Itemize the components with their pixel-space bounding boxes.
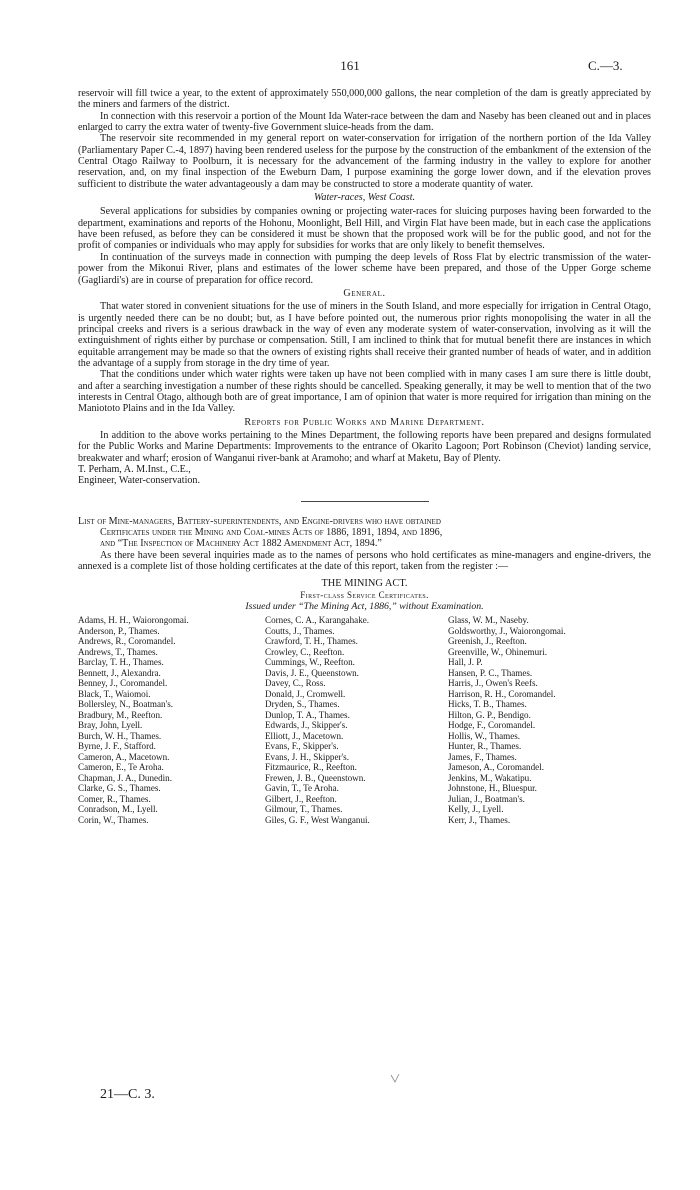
certificate-holder: Davey, C., Ross. — [265, 678, 326, 689]
certificate-holder: Bradbury, M., Reefton. — [78, 709, 163, 720]
certificate-holder: Kelly, J., Lyell. — [448, 804, 504, 815]
certificate-holder: Barclay, T. H., Thames. — [78, 657, 164, 668]
certificate-holder: Julian, J., Boatman's. — [448, 793, 525, 804]
certificate-holder: Frewen, J. B., Queenstown. — [265, 772, 366, 783]
act-title: THE MINING ACT. — [321, 578, 408, 590]
certificate-holder: Black, T., Waiomoi. — [78, 688, 151, 699]
certificate-holder: Conradson, M., Lyell. — [78, 804, 158, 815]
paragraph: In continuation of the surveys made in connection with pumping the deep levels of Ross Flat by electric transmission of the water-power from the Mikonui River, plans and estimates of the lower scheme have been prepared, and those of the Upper Gorge scheme (Gagliardi's) are in course of preparation for office record. — [78, 251, 651, 286]
certificate-holder: Hodge, F., Coromandel. — [448, 720, 536, 731]
section-heading-water-races: Water-races, West Coast. — [313, 192, 416, 204]
certificate-holder: Hall, J. P. — [448, 657, 483, 668]
document-reference: C.—3. — [588, 58, 623, 73]
page-body — [78, 88, 651, 825]
certificate-holder: Harris, J., Owen's Reefs. — [448, 678, 538, 689]
certificate-holder: Bennett, J., Alexandra. — [78, 667, 161, 678]
paragraph: The reservoir site recommended in my general report on water-conservation for irrigation of the northern portion of the Ida Valley (Parliamentary Paper C.-4, 1897) having been rendered useless for the purpose by the construction of the embankment of the extension of the Central Otago Railway to Poolburn, it is necessary for the advancement of the farming industry in the valley to explore for another reservation, and, on my final inspection of the Eweburn Dam, I purpose examining the gorge lower down, and if the elevation proves sufficient to distribute the water advantageously a dam may be constructed to store a moderate quantity of water. — [78, 133, 651, 190]
certificate-holder: Jameson, A., Coromandel. — [448, 762, 544, 773]
name-column — [448, 615, 648, 825]
issued-under-note: Issued under “The Mining Act, 1886,” without Examination. — [245, 601, 484, 613]
name-column — [78, 615, 265, 825]
certificate-holder: Davis, J. E., Queenstown. — [265, 667, 359, 678]
certificate-holder: Andrews, T., Thames. — [78, 646, 158, 657]
certificate-holder: Coutts, J., Thames. — [265, 625, 335, 636]
certificate-holder: Chapman, J. A., Dunedin. — [78, 772, 172, 783]
certificate-holder: Kerr, J., Thames. — [448, 814, 511, 825]
certificate-holder: Byrne, J. F., Stafford. — [78, 741, 156, 752]
certificate-holder: Cornes, C. A., Karangahake. — [265, 615, 370, 626]
certificate-holder: Gavin, T., Te Aroha. — [265, 783, 339, 794]
certificate-holder: Evans, F., Skipper's. — [265, 741, 339, 752]
certificate-holder: Corin, W., Thames. — [78, 814, 149, 825]
list-title-line: and “The Inspection of Machinery Act 1882 Amendment Act, 1894.” — [100, 538, 382, 550]
paragraph: Several applications for subsidies by companies owning or projecting water-races for sluicing purposes having been forwarded to the department, examinations and reports of the Hohonu, Moonlight, Bell Hill, and Virgin Flat have been made, but in each case the applications have been refused, as before they can be considered it must be shown that the proposed work will be for the public good, and not for the profit of companies or individuals who may apply for subsidies for works that are only likely to benefit themselves. — [78, 206, 651, 252]
signature-title: Engineer, Water-conservation. — [78, 475, 200, 487]
certificate-holder: Clarke, G. S., Thames. — [78, 783, 161, 794]
certificate-holder: Greenville, W., Ohinemuri. — [448, 646, 548, 657]
certificate-holder: Jenkins, M., Wakatipu. — [448, 772, 532, 783]
signature-name: T. Perham, A. M.Inst., C.E., — [78, 464, 191, 475]
divider — [301, 501, 429, 502]
certificate-holder: Hilton, G. P., Bendigo. — [448, 709, 531, 720]
section-heading-reports: Reports for Public Works and Marine Department. — [244, 416, 485, 428]
section-heading-general: General. — [343, 287, 386, 299]
list-title-line: List of Mine-managers, Battery-superintendents, and Engine-drivers who have obtained — [78, 515, 441, 527]
certificate-holders-list — [78, 615, 651, 825]
certificate-holder: Andrews, R., Coromandel. — [78, 636, 176, 647]
certificate-holder: Comer, R., Thames. — [78, 793, 151, 804]
certificate-holder: Edwards, J., Skipper's. — [265, 720, 348, 731]
certificate-holder: Hansen, P. C., Thames. — [448, 667, 533, 678]
paragraph: reservoir will fill twice a year, to the extent of approximately 550,000,000 gallons, the near completion of the dam is greatly appreciated by the miners and farmers of the district. — [78, 88, 651, 111]
paragraph: In addition to the above works pertaining to the Mines Department, the following reports have been prepared and designs formulated for the Public Works and Marine Departments: Improvements to the entrance of Okarito Lagoon; Port Robinson (Cheviot) landing service, breakwater and wharf; erosion of Wanganui river-bank at Aramoho; and wharf at Maketu, Bay of Plenty. — [78, 429, 651, 464]
certificate-holder: Dryden, S., Thames. — [265, 699, 340, 710]
certificate-holder: Cameron, A., Macetown. — [78, 751, 170, 762]
certificate-holder: James, F., Thames. — [448, 751, 517, 762]
certificate-holder: Harrison, R. H., Coromandel. — [448, 688, 556, 699]
certificate-subtitle: First-class Service Certificates. — [300, 589, 429, 600]
certificate-holder: Giles, G. F., West Wanganui. — [265, 814, 370, 825]
certificate-holder: Hunter, R., Thames. — [448, 741, 522, 752]
certificate-holder: Gilbert, J., Reefton. — [265, 793, 337, 804]
paragraph: That the conditions under which water rights were taken up have not been complied with in many cases I am sure there is little doubt, and after a searching investigation a number of these rights should be cancelled. Speaking generally, it may be well to mention that of the two interests in Central Otago, although both are of great importance, I am of opinion that water is more required for irrigation than mining on the Maniototo Plains and in the Ida Valley. — [78, 369, 651, 415]
certificate-holder: Glass, W. M., Naseby. — [448, 615, 529, 626]
tick-mark-icon — [390, 1073, 400, 1083]
list-title — [78, 516, 651, 550]
certificate-holder: Cummings, W., Reefton. — [265, 657, 355, 668]
certificate-holder: Burch, W. H., Thames. — [78, 730, 162, 741]
certificate-holder: Bray, John, Lyell. — [78, 720, 143, 731]
list-intro: As there have been several inquiries made as to the names of persons who hold certificates as mine-managers and engine-drivers, the annexed is a complete list of those holding certificates at the date of this report, taken from the register :— — [78, 549, 651, 573]
paragraph: In connection with this reservoir a portion of the Mount Ida Water-race between the dam and Naseby has been cleaned out and in places enlarged to carry the extra water of twenty-five Government sluice-heads from the dam. — [78, 110, 651, 134]
certificate-holder: Dunlop, T. A., Thames. — [265, 709, 350, 720]
name-column — [265, 615, 448, 825]
certificate-holder: Evans, J. H., Skipper's. — [265, 751, 349, 762]
certificate-holder: Donald, J., Cromwell. — [265, 688, 346, 699]
list-title-line: Certificates under the Mining and Coal-mines Acts of 1886, 1891, 1894, and 1896, — [100, 527, 443, 539]
certificate-holder: Anderson, P., Thames. — [78, 625, 160, 636]
page-number: 161 — [340, 58, 360, 73]
certificate-holder: Cameron, E., Te Aroha. — [78, 762, 164, 773]
certificate-holder: Bollersley, N., Boatman's. — [78, 699, 174, 710]
paragraph: That water stored in convenient situations for the use of miners in the South Island, and more especially for irrigation in Central Otago, is urgently needed there can be no doubt; but, as I have before pointed out, the numerous prior rights monopolising the water in all the principal creeks and rivers is a serious drawback in the way of even any moderate system of water-conservation, involving as it will the extinguishment of rights either by purchase or compensation. Still, I am inclined to think that for mutual benefit there are instances in which equitable arrangement may be made so that the owners of existing rights shall receive their granted number of heads of water, and in addition the advantage of a supply from storage in the dry time of year. — [78, 301, 651, 369]
certificate-holder: Adams, H. H., Waiorongomai. — [78, 615, 189, 626]
certificate-holder: Hollis, W., Thames. — [448, 730, 521, 741]
certificate-holder: Elliott, J., Macetown. — [265, 730, 344, 741]
certificate-holder: Goldsworthy, J., Waiorongomai. — [448, 625, 566, 636]
certificate-holder: Crawford, T. H., Thames. — [265, 636, 358, 647]
certificate-holder: Greenish, J., Reefton. — [448, 636, 527, 647]
certificate-holder: Crowley, C., Reefton. — [265, 646, 345, 657]
certificate-holder: Fitzmaurice, R., Reefton. — [265, 762, 357, 773]
certificate-holder: Gilmour, T., Thames. — [265, 804, 343, 815]
certificate-holder: Johnstone, H., Bluespur. — [448, 783, 537, 794]
certificate-holder: Benney, J., Coromandel. — [78, 678, 168, 689]
certificate-holder: Hicks, T. B., Thames. — [448, 699, 527, 710]
signature-mark: 21—C. 3. — [100, 1087, 155, 1102]
